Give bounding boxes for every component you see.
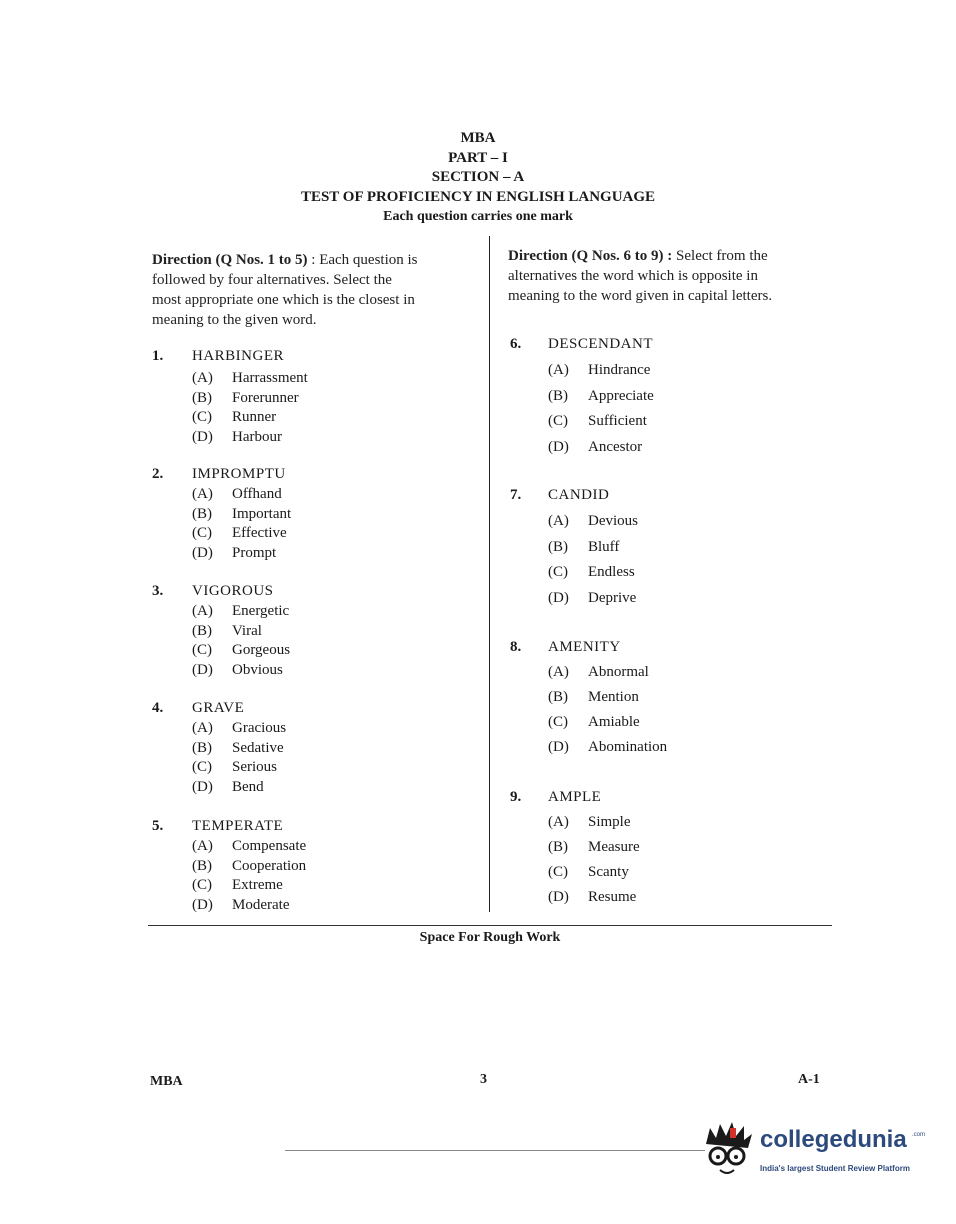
option-text: Bluff <box>588 538 620 555</box>
option-text: Obvious <box>232 662 283 679</box>
question-word: HARBINGER <box>192 348 285 364</box>
option-text: Bend <box>232 779 264 796</box>
question-word: DESCENDANT <box>548 336 653 352</box>
option-key: (D) <box>192 429 213 446</box>
option-text: Moderate <box>232 897 290 914</box>
answer-option <box>192 779 264 796</box>
option-text: Offhand <box>232 486 282 502</box>
option-key: (D) <box>548 739 569 755</box>
question-number: 9. <box>510 789 522 805</box>
option-text: Devious <box>588 513 638 529</box>
answer-option <box>548 564 635 581</box>
left-direction-line4: meaning to the given word. <box>152 312 317 328</box>
option-key: (B) <box>192 505 212 522</box>
question-word: GRAVE <box>192 700 245 716</box>
option-text: Runner <box>232 409 277 426</box>
option-key: (D) <box>192 779 213 796</box>
option-text: Endless <box>588 564 635 580</box>
brand-tagline: India's largest Student Review Platform <box>760 1164 910 1173</box>
option-key: (C) <box>192 409 212 426</box>
option-text: Abomination <box>588 739 668 755</box>
option-key: (A) <box>192 370 213 386</box>
option-key: (A) <box>548 513 569 529</box>
right-direction-line2: alternatives the word which is opposite in <box>508 268 758 284</box>
option-text: Mention <box>588 689 639 705</box>
answer-option <box>548 388 654 405</box>
question-number: 2. <box>152 466 164 482</box>
answer-option <box>192 740 284 757</box>
answer-option <box>192 390 299 407</box>
answer-option <box>548 814 631 831</box>
answer-option <box>192 897 289 914</box>
option-text: Cooperation <box>232 857 307 874</box>
answer-option <box>548 889 636 906</box>
option-key: (D) <box>548 438 569 455</box>
answer-option <box>548 413 647 430</box>
option-key: (C) <box>192 642 212 659</box>
answer-option <box>548 864 629 881</box>
option-text: Prompt <box>232 545 277 562</box>
option-key: (C) <box>548 714 568 730</box>
answer-option <box>192 720 286 737</box>
option-key: (D) <box>548 589 569 606</box>
left-direction-label: Direction (Q Nos. 1 to 5) <box>152 252 308 268</box>
option-key: (B) <box>192 739 212 756</box>
left-direction-line2: followed by four alternatives. Select the <box>152 272 392 288</box>
header-section: SECTION – A <box>431 169 525 185</box>
right-direction <box>508 246 828 306</box>
question-word: CANDID <box>548 487 610 503</box>
option-text: Gracious <box>232 720 287 736</box>
question-number: 4. <box>152 700 164 716</box>
answer-option <box>192 486 282 503</box>
left-direction-line1: : Each question is <box>307 252 418 268</box>
option-key: (B) <box>192 389 212 406</box>
answer-option <box>548 839 640 856</box>
option-text: Resume <box>588 889 637 905</box>
option-key: (D) <box>192 662 213 679</box>
option-key: (B) <box>192 857 212 874</box>
header-part: PART – I <box>448 150 508 166</box>
question-number: 8. <box>510 639 522 655</box>
option-text: Energetic <box>232 603 290 619</box>
option-key: (C) <box>548 413 568 429</box>
mascot-icon <box>700 1122 758 1186</box>
option-text: Measure <box>588 839 640 855</box>
option-text: Harbour <box>232 429 282 446</box>
column-divider <box>489 236 490 912</box>
option-key: (B) <box>192 622 212 639</box>
option-key: (C) <box>192 525 212 542</box>
option-text: Serious <box>232 759 277 776</box>
brand-name: collegedunia <box>760 1126 907 1153</box>
option-text: Deprive <box>588 589 637 606</box>
option-text: Simple <box>588 814 631 830</box>
rough-work-label: Space For Rough Work <box>419 930 561 945</box>
option-key: (C) <box>548 564 568 580</box>
footer-left: MBA <box>150 1074 183 1089</box>
option-key: (C) <box>548 864 568 880</box>
question-word: VIGOROUS <box>192 583 274 599</box>
question-word: IMPROMPTU <box>192 466 286 482</box>
option-key: (B) <box>548 387 568 404</box>
option-key: (A) <box>192 486 213 502</box>
option-text: Important <box>232 505 292 522</box>
right-direction-line1: Select from the <box>672 248 768 264</box>
answer-option <box>192 759 277 776</box>
answer-option <box>548 513 638 530</box>
answer-option <box>192 525 287 542</box>
option-key: (B) <box>548 689 568 705</box>
answer-option <box>192 858 306 875</box>
bottom-rule <box>285 1150 705 1151</box>
answer-option <box>548 689 639 706</box>
question-number: 7. <box>510 487 522 503</box>
collegedunia-logo <box>700 1122 930 1192</box>
option-key: (A) <box>548 664 569 680</box>
question-word: TEMPERATE <box>192 818 284 834</box>
option-key: (B) <box>548 839 568 855</box>
question-number: 6. <box>510 336 522 352</box>
answer-option <box>192 662 283 679</box>
rough-work-rule <box>148 925 832 926</box>
option-key: (D) <box>548 889 569 905</box>
option-text: Sedative <box>232 739 284 756</box>
option-text: Abnormal <box>588 664 649 680</box>
option-key: (A) <box>548 814 569 830</box>
left-direction-line3: most appropriate one which is the closest in <box>152 292 415 308</box>
footer-page-number: 3 <box>480 1072 487 1087</box>
header-marks-note: Each question carries one mark <box>383 209 573 224</box>
question-number: 3. <box>152 583 164 599</box>
option-text: Harrassment <box>232 370 308 386</box>
brand-suffix: .com <box>912 1132 926 1138</box>
question-word: AMPLE <box>548 789 602 805</box>
option-text: Viral <box>232 622 262 639</box>
option-key: (C) <box>192 759 212 776</box>
option-text: Compensate <box>232 838 307 854</box>
answer-option <box>192 838 306 855</box>
answer-option <box>548 362 650 379</box>
option-key: (A) <box>192 603 213 619</box>
answer-option <box>192 603 289 620</box>
option-text: Ancestor <box>588 438 643 455</box>
question-word: AMENITY <box>548 639 621 655</box>
question-number: 5. <box>152 818 164 834</box>
answer-option <box>192 642 290 659</box>
answer-option <box>548 739 667 756</box>
option-key: (C) <box>192 877 212 894</box>
option-text: Hindrance <box>588 362 651 378</box>
answer-option <box>192 370 308 387</box>
option-text: Forerunner <box>232 389 299 406</box>
option-key: (A) <box>548 362 569 378</box>
question-number: 1. <box>152 348 164 364</box>
answer-option <box>548 590 636 607</box>
answer-option <box>192 623 262 640</box>
option-text: Effective <box>232 525 287 542</box>
answer-option <box>192 409 276 426</box>
option-text: Amiable <box>588 714 640 730</box>
answer-option <box>548 539 619 556</box>
header-mba: MBA <box>460 130 496 146</box>
answer-option <box>192 877 283 894</box>
option-key: (A) <box>192 838 213 854</box>
option-key: (D) <box>192 545 213 562</box>
option-text: Appreciate <box>588 387 654 404</box>
answer-option <box>192 506 291 523</box>
answer-option <box>192 429 282 446</box>
option-key: (B) <box>548 538 568 555</box>
answer-option <box>548 664 649 681</box>
option-key: (A) <box>192 720 213 736</box>
footer-right: A-1 <box>798 1072 820 1087</box>
option-text: Gorgeous <box>232 642 291 659</box>
option-text: Extreme <box>232 877 283 894</box>
right-direction-label: Direction (Q Nos. 6 to 9) : <box>508 248 673 264</box>
answer-option <box>548 439 642 456</box>
option-text: Scanty <box>588 864 629 880</box>
left-direction <box>152 250 472 330</box>
right-direction-line3: meaning to the word given in capital letters. <box>508 288 773 304</box>
answer-option <box>192 545 276 562</box>
option-key: (D) <box>192 897 213 914</box>
option-text: Sufficient <box>588 413 647 429</box>
answer-option <box>548 714 640 731</box>
header-test-title: TEST OF PROFICIENCY IN ENGLISH LANGUAGE <box>300 189 656 205</box>
